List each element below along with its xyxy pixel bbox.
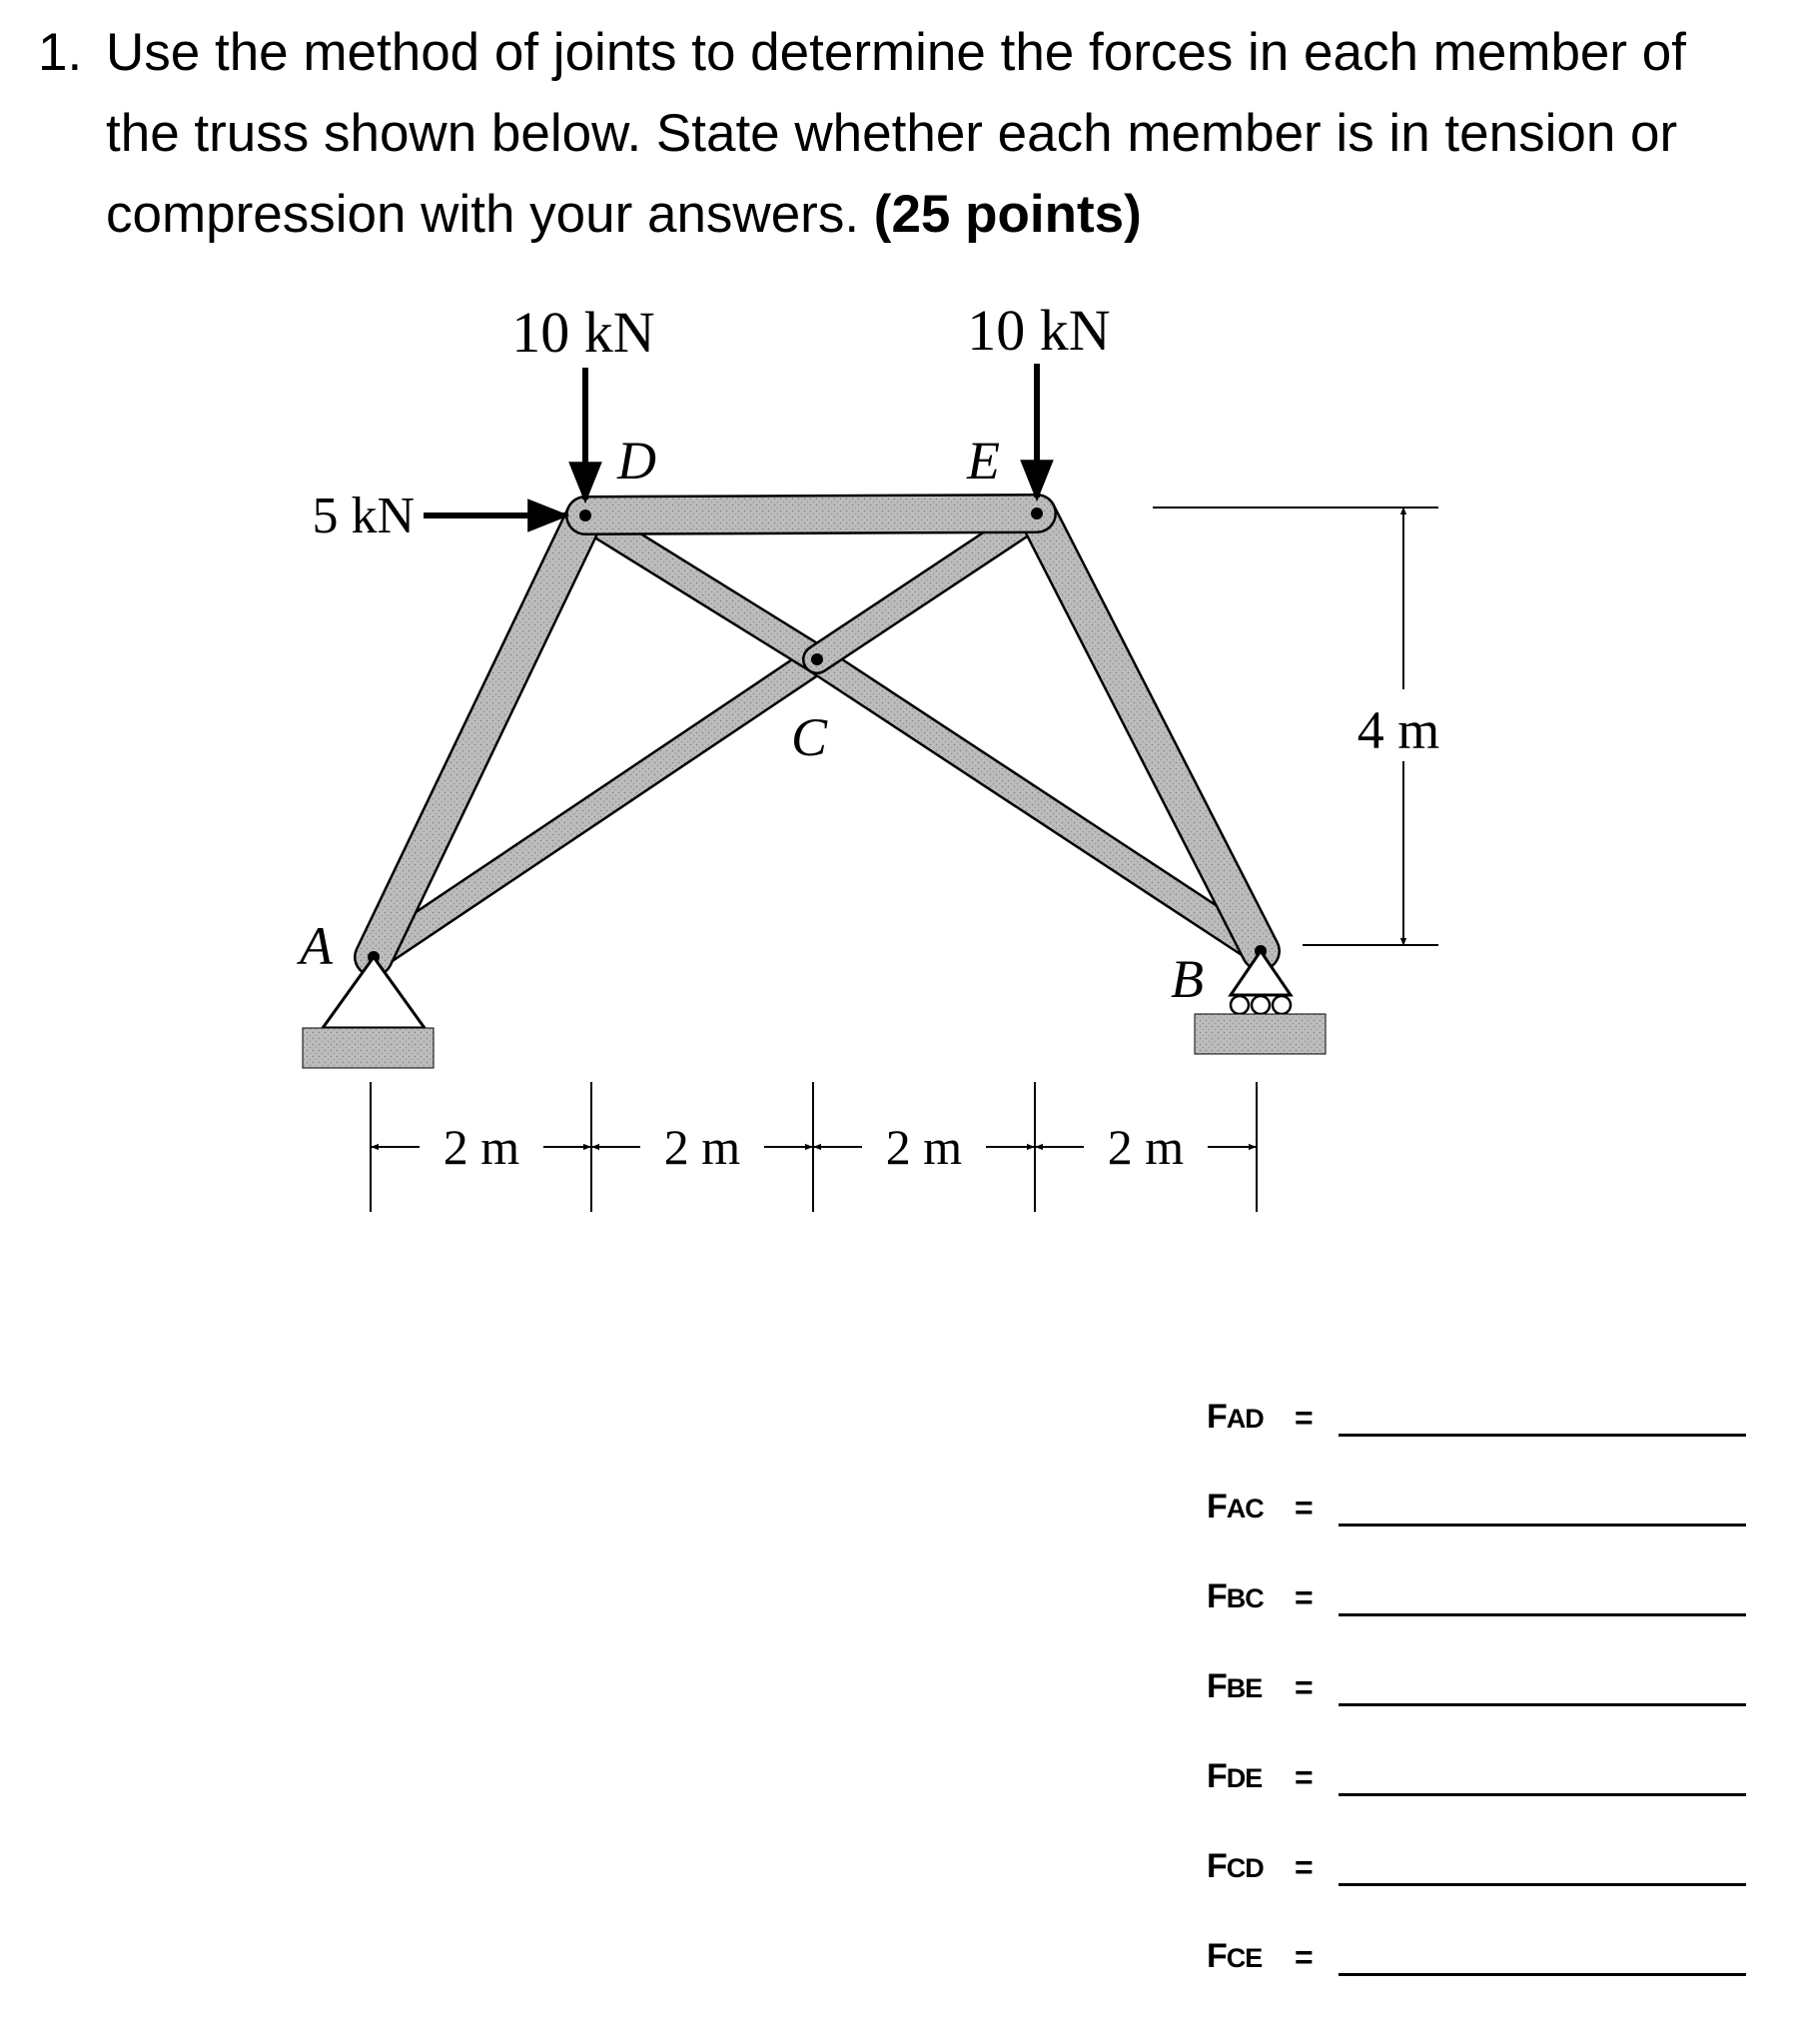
joint-label-e: E: [967, 431, 1000, 491]
equals-sign: =: [1295, 1579, 1314, 1615]
load-label-horizontal: 5 kN: [312, 488, 415, 544]
force-label-ac: FAC: [1207, 1488, 1264, 1526]
force-label-ad: FAD: [1207, 1398, 1264, 1436]
pin-c: [811, 653, 823, 665]
question-number: 1.: [38, 23, 83, 82]
span-label-1: 2 m: [443, 1119, 520, 1175]
question-text: Use the method of joints to determine the forces in each member of the truss shown below. State whether each member is in tension or compression with your answers.: [106, 23, 1686, 244]
joint-label-c: C: [791, 707, 828, 767]
answer-blank-de[interactable]: [1339, 1793, 1746, 1796]
load-label-d: 10 kN: [511, 300, 655, 365]
answer-blank-be[interactable]: [1339, 1703, 1746, 1706]
answer-line-ac: [1207, 1475, 1746, 1534]
equals-sign: =: [1295, 1759, 1314, 1795]
answer-blank-ac[interactable]: [1339, 1524, 1746, 1527]
answer-blank-ad[interactable]: [1339, 1434, 1746, 1437]
roller-support-b: [1195, 951, 1326, 1054]
pin-d: [579, 510, 591, 521]
height-label: 4 m: [1356, 700, 1440, 760]
answer-blank-bc[interactable]: [1339, 1613, 1746, 1616]
joint-label-b: B: [1171, 949, 1204, 1009]
span-label-4: 2 m: [1107, 1119, 1185, 1175]
span-label-3: 2 m: [885, 1119, 963, 1175]
joint-label-d: D: [617, 431, 656, 491]
answer-line-de: [1207, 1744, 1746, 1804]
equals-sign: =: [1295, 1939, 1314, 1975]
equals-sign: =: [1295, 1849, 1314, 1885]
force-label-cd: FCD: [1207, 1847, 1264, 1885]
force-label-bc: FBC: [1207, 1577, 1264, 1615]
answer-line-cd: [1207, 1834, 1746, 1894]
force-label-ce: FCE: [1207, 1937, 1263, 1975]
answer-blank-ce[interactable]: [1339, 1973, 1746, 1976]
joint-label-a: A: [300, 916, 333, 976]
question-points: (25 points): [873, 185, 1142, 244]
answer-line-be: [1207, 1654, 1746, 1714]
pin-e: [1031, 508, 1043, 519]
load-arrows: [424, 364, 1037, 515]
answer-line-bc: [1207, 1564, 1746, 1624]
equals-sign: =: [1295, 1490, 1314, 1526]
span-label-2: 2 m: [663, 1119, 741, 1175]
equals-sign: =: [1295, 1669, 1314, 1705]
answer-line-ad: [1207, 1385, 1746, 1445]
force-label-de: FDE: [1207, 1757, 1263, 1795]
equals-sign: =: [1295, 1400, 1314, 1436]
answer-blank-cd[interactable]: [1339, 1883, 1746, 1886]
answer-line-ce: [1207, 1924, 1746, 1984]
force-label-be: FBE: [1207, 1667, 1263, 1705]
load-label-e: 10 kN: [967, 298, 1111, 363]
